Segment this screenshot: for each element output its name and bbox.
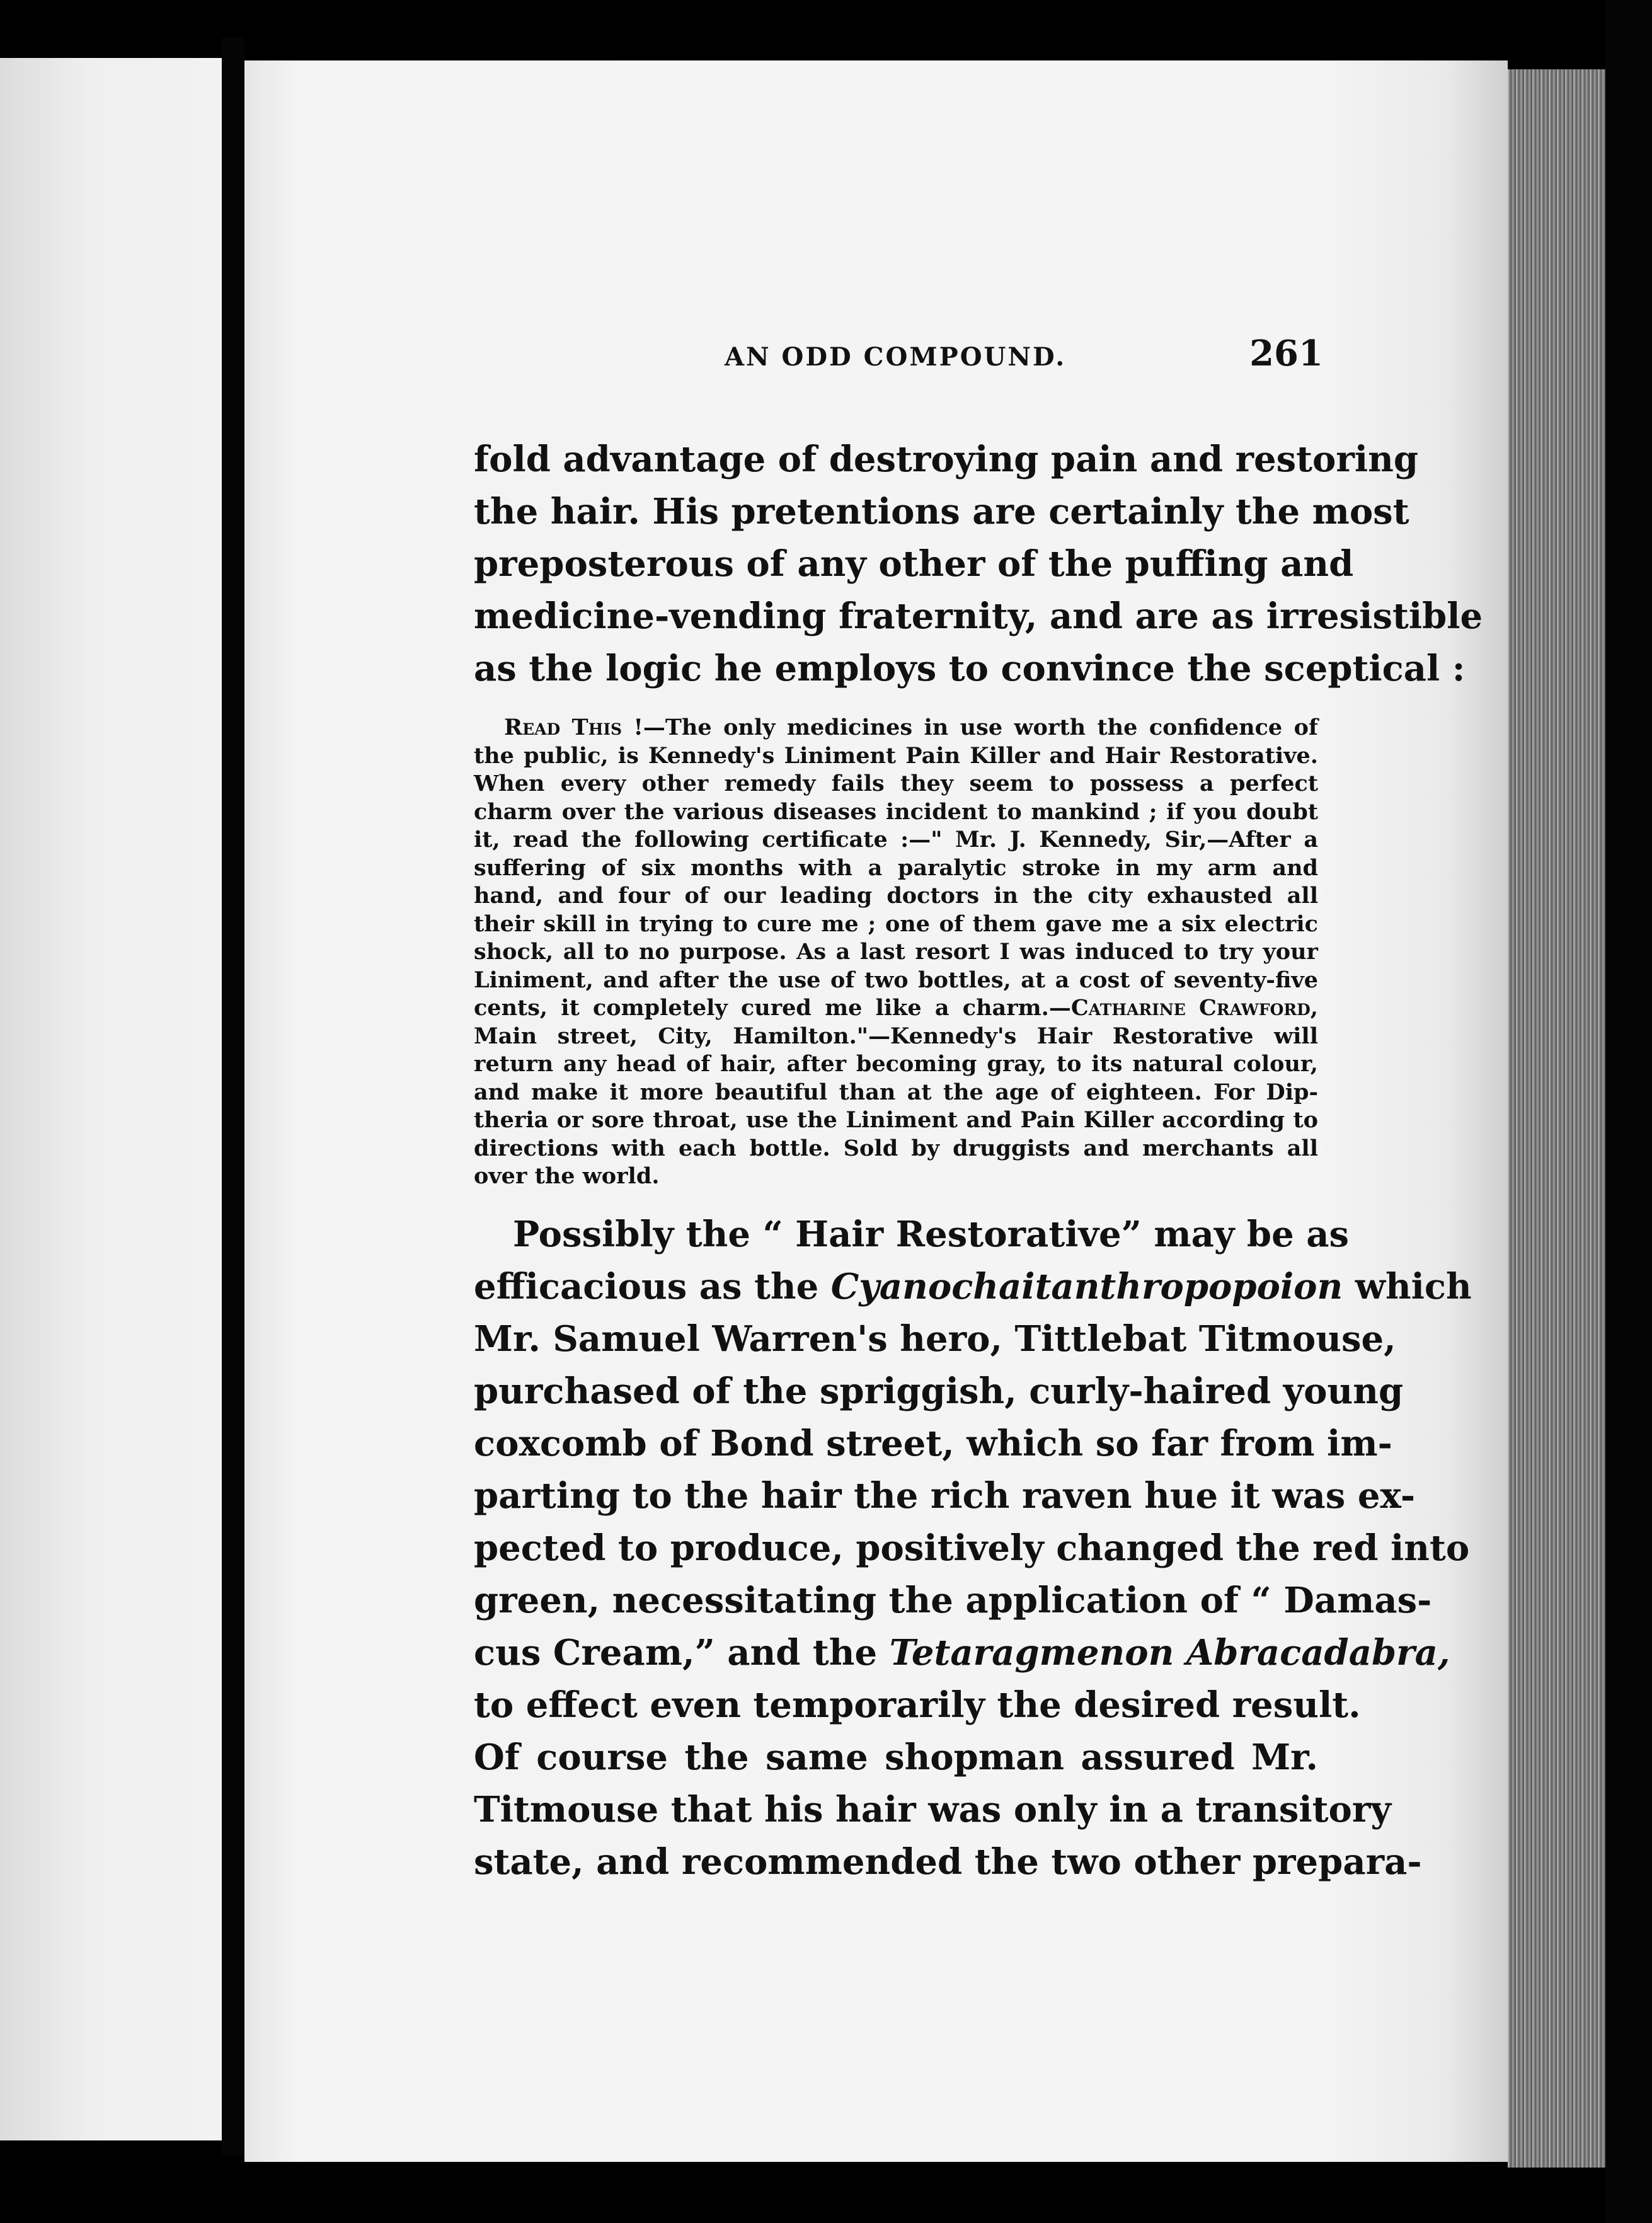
text-line: the hair. His pretentions are certainly the most [474, 491, 1409, 532]
quote-line: and make it more beautiful than at the age of eighteen. For Dip- [474, 1079, 1318, 1105]
book-gutter [222, 38, 244, 2155]
text-span: which [1343, 1266, 1472, 1307]
text-span: efficacious as the [474, 1266, 831, 1307]
text-line: medicine-vending fraternity, and are as irresistible [474, 595, 1483, 637]
page-number: 261 [1249, 333, 1323, 374]
quote-line: over the world. [474, 1163, 660, 1189]
scan-background [1605, 0, 1652, 2223]
text-line: Titmouse that his hair was only in a transitory [474, 1789, 1391, 1830]
quote-line: When every other remedy fails they seem to possess a perfect [474, 771, 1318, 796]
quote-line [474, 714, 1318, 742]
quote-line: theria or sore throat, use the Liniment and Pain Killer according to [474, 1107, 1318, 1133]
italic-term: Cyanochaitanthropopoion [830, 1266, 1343, 1307]
paragraph-2 [474, 1209, 1472, 1888]
quote-line: return any head of hair, after becoming gray, to its natural colour, [474, 1051, 1318, 1077]
text-line: purchased of the spriggish, curly-haired young [474, 1370, 1404, 1412]
quote-line: it, read the following certificate :—" Mr. J. Kennedy, Sir,—After a [474, 827, 1318, 853]
text-line: pected to produce, positively changed the red into [474, 1527, 1470, 1569]
quote-line: shock, all to no purpose. As a last resort I was induced to try your [474, 939, 1318, 965]
text-line: as the logic he employs to convince the sceptical : [474, 648, 1466, 689]
text-line [474, 1261, 1472, 1313]
quote-line: charm over the various diseases incident to mankind ; if you doubt [474, 798, 1318, 825]
quote-line: suffering of six months with a paralytic stroke in my arm and [474, 854, 1318, 881]
text-line: parting to the hair the rich raven hue it was ex- [474, 1475, 1416, 1517]
quote-lead: Read This ! [504, 715, 643, 740]
text-line: state, and recommended the two other prepara- [474, 1841, 1422, 1883]
quote-line: Liniment, and after the use of two bottles, at a cost of seventy-five [474, 967, 1318, 993]
italic-term: Tetaragmenon Abracadabra, [889, 1632, 1450, 1674]
text-span: cus Cream,” and the [474, 1632, 890, 1674]
text-line: to effect even temporarily the desired result. [474, 1684, 1361, 1726]
quote-signature: Catharine Crawford, [1070, 995, 1318, 1021]
text-line: preposterous of any other of the puffing and [474, 543, 1354, 585]
text-line: green, necessitating the application of “ Damas- [474, 1580, 1432, 1621]
quote-line: the public, is Kennedy's Liniment Pain Killer and Hair Restorative. [474, 742, 1318, 769]
quote-line: directions with each bottle. Sold by druggists and merchants all [474, 1135, 1318, 1161]
paragraph-1 [474, 434, 1483, 695]
text-line: Possibly the “ Hair Restorative” may be as [513, 1214, 1350, 1255]
quote-line: hand, and four of our leading doctors in the city exhausted all [474, 883, 1318, 909]
text-line [474, 1627, 1450, 1679]
page-block-edge [1508, 69, 1605, 2168]
advertisement-quote [474, 714, 1318, 1191]
text-line: coxcomb of Bond street, which so far from im- [474, 1423, 1392, 1464]
quote-line: their skill in trying to cure me ; one of them gave me a six electric [474, 910, 1318, 937]
quote-line [474, 994, 1318, 1023]
quote-line-text: cents, it completely cured me like a charm.— [474, 995, 1071, 1021]
text-line: Of course the same shopman assured Mr. [474, 1737, 1318, 1778]
previous-page-edge [0, 58, 222, 2140]
quote-line-text: —The only medicines in use worth the confidence of [643, 715, 1318, 740]
quote-line: Main street, City, Hamilton."—Kennedy's Hair Restorative will [474, 1023, 1318, 1049]
text-line: Mr. Samuel Warren's hero, Tittlebat Titmouse, [474, 1318, 1396, 1360]
text-line: fold advantage of destroying pain and restoring [474, 439, 1419, 480]
running-title: AN ODD COMPOUND. [725, 342, 1067, 372]
running-head [725, 333, 1323, 377]
